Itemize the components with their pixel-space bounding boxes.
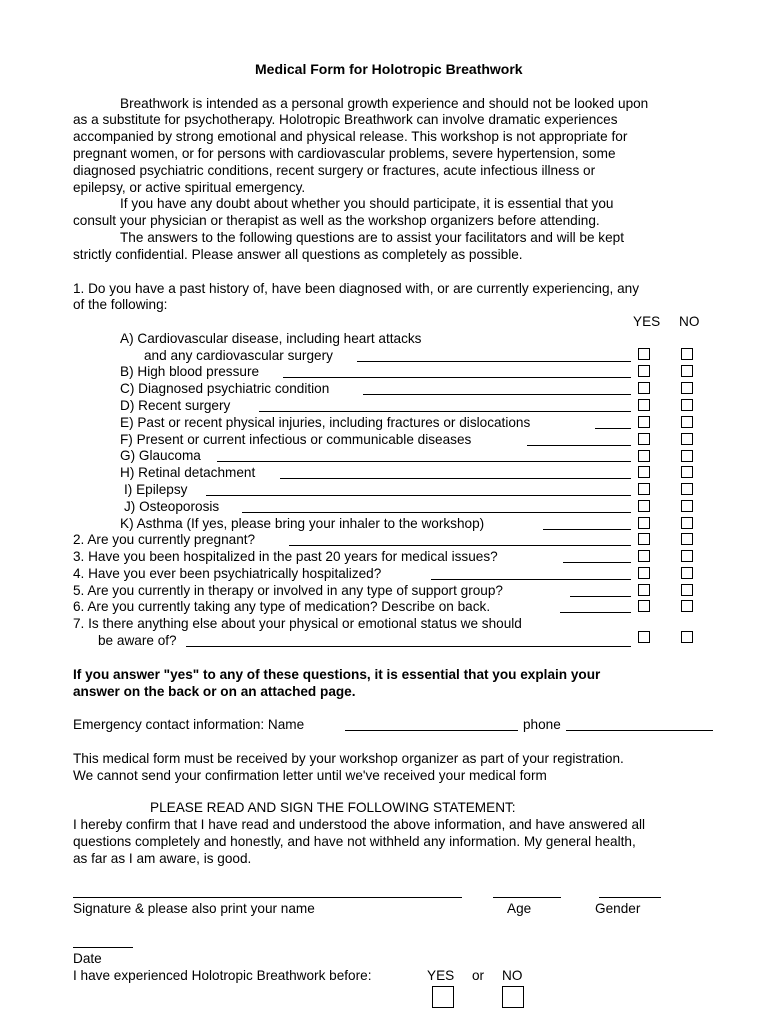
- item-d-label: D) Recent surgery: [120, 398, 231, 413]
- question-3-label: 3. Have you been hospitalized in the past 20 years for medical issues?: [73, 549, 498, 564]
- question-7-label: 7. Is there anything else about your physical or emotional status we should: [73, 616, 522, 631]
- question-2-no-checkbox[interactable]: [681, 533, 693, 545]
- statement-line-1: I hereby confirm that I have read and understood the above information, and have answered all: [73, 817, 646, 832]
- age-field[interactable]: [493, 897, 561, 898]
- question-5-label: 5. Are you currently in therapy or involved in any type of support group?: [73, 583, 503, 598]
- item-f-label: F) Present or current infectious or communicable diseases: [120, 432, 472, 447]
- experience-yes-checkbox[interactable]: [432, 986, 454, 1008]
- question-4-yes-checkbox[interactable]: [638, 567, 650, 579]
- intro-p2-line-2: consult your physician or therapist as well as the workshop organizers before attending.: [73, 213, 600, 228]
- yes-answer-notice-line-2: answer on the back or on an attached page.: [73, 684, 356, 699]
- question-7-no-checkbox[interactable]: [681, 631, 693, 643]
- date-field[interactable]: [73, 947, 133, 948]
- item-c-answer-line[interactable]: [363, 394, 631, 395]
- experience-or-label: or: [472, 968, 485, 983]
- item-j-label: J) Osteoporosis: [124, 499, 220, 514]
- item-k-yes-checkbox[interactable]: [638, 517, 650, 529]
- question-3-answer-line[interactable]: [563, 562, 631, 563]
- question-1-line-2: of the following:: [73, 297, 168, 312]
- item-j-no-checkbox[interactable]: [681, 500, 693, 512]
- intro-p1-line-2: as a substitute for psychotherapy. Holotropic Breathwork can involve dramatic experiences: [73, 112, 618, 127]
- item-c-label: C) Diagnosed psychiatric condition: [120, 381, 330, 396]
- gender-field[interactable]: [599, 897, 661, 898]
- question-7-answer-line[interactable]: [186, 646, 631, 647]
- yes-answer-notice-line-1: If you answer "yes" to any of these questions, it is essential that you explain your: [73, 667, 601, 682]
- item-e-no-checkbox[interactable]: [681, 416, 693, 428]
- item-d-no-checkbox[interactable]: [681, 399, 693, 411]
- item-c-no-checkbox[interactable]: [681, 382, 693, 394]
- experience-no-checkbox[interactable]: [502, 986, 524, 1008]
- submission-line-1: This medical form must be received by your workshop organizer as part of your registration.: [73, 751, 624, 766]
- question-2-label: 2. Are you currently pregnant?: [73, 532, 256, 547]
- question-6-label: 6. Are you currently taking any type of medication? Describe on back.: [73, 599, 491, 614]
- intro-p1-line-4: pregnant women, or for persons with cardiovascular problems, severe hypertension, some: [73, 146, 616, 161]
- item-a-cont-label: and any cardiovascular surgery: [144, 348, 333, 363]
- item-i-label: I) Epilepsy: [124, 482, 188, 497]
- item-f-answer-line[interactable]: [527, 445, 631, 446]
- item-a-yes-checkbox[interactable]: [638, 348, 650, 360]
- emergency-contact-label: Emergency contact information: Name: [73, 717, 305, 732]
- item-a-answer-line[interactable]: [357, 361, 631, 362]
- item-e-label: E) Past or recent physical injuries, including fractures or dislocations: [120, 415, 531, 430]
- age-label: Age: [507, 901, 532, 916]
- question-7-yes-checkbox[interactable]: [638, 631, 650, 643]
- item-e-answer-line[interactable]: [595, 428, 631, 429]
- item-k-label: K) Asthma (If yes, please bring your inhaler to the workshop): [120, 516, 485, 531]
- intro-p1-line-1: Breathwork is intended as a personal growth experience and should not be looked upon: [120, 96, 649, 111]
- question-4-no-checkbox[interactable]: [681, 567, 693, 579]
- item-b-label: B) High blood pressure: [120, 364, 260, 379]
- item-b-yes-checkbox[interactable]: [638, 365, 650, 377]
- date-label: Date: [73, 951, 102, 966]
- question-3-yes-checkbox[interactable]: [638, 550, 650, 562]
- intro-p1-line-6: epilepsy, or active spiritual emergency.: [73, 180, 306, 195]
- item-h-answer-line[interactable]: [280, 478, 631, 479]
- question-4-label: 4. Have you ever been psychiatrically hospitalized?: [73, 566, 382, 581]
- statement-line-3: as far as I am aware, is good.: [73, 851, 252, 866]
- item-b-no-checkbox[interactable]: [681, 365, 693, 377]
- question-6-answer-line[interactable]: [560, 612, 631, 613]
- experience-yes-label: YES: [427, 968, 455, 983]
- question-5-answer-line[interactable]: [570, 596, 631, 597]
- question-5-no-checkbox[interactable]: [681, 584, 693, 596]
- yes-column-header: YES: [633, 314, 661, 329]
- intro-p2-line-1: If you have any doubt about whether you should participate, it is essential that you: [120, 196, 614, 211]
- item-d-yes-checkbox[interactable]: [638, 399, 650, 411]
- item-i-answer-line[interactable]: [206, 495, 631, 496]
- question-4-answer-line[interactable]: [431, 579, 631, 580]
- item-j-yes-checkbox[interactable]: [638, 500, 650, 512]
- item-h-yes-checkbox[interactable]: [638, 466, 650, 478]
- item-h-no-checkbox[interactable]: [681, 466, 693, 478]
- item-k-no-checkbox[interactable]: [681, 517, 693, 529]
- question-2-yes-checkbox[interactable]: [638, 533, 650, 545]
- item-a-label: A) Cardiovascular disease, including heart attacks: [120, 331, 422, 346]
- no-column-header: NO: [679, 314, 700, 329]
- question-6-yes-checkbox[interactable]: [638, 600, 650, 612]
- question-6-no-checkbox[interactable]: [681, 600, 693, 612]
- question-7-cont-label: be aware of?: [98, 633, 177, 648]
- experience-question: I have experienced Holotropic Breathwork before:: [73, 968, 372, 983]
- gender-label: Gender: [595, 901, 641, 916]
- signature-label: Signature & please also print your name: [73, 901, 315, 916]
- item-g-label: G) Glaucoma: [120, 448, 201, 463]
- item-k-answer-line[interactable]: [543, 529, 631, 530]
- item-f-no-checkbox[interactable]: [681, 433, 693, 445]
- statement-heading: PLEASE READ AND SIGN THE FOLLOWING STATEMENT:: [150, 800, 516, 815]
- question-3-no-checkbox[interactable]: [681, 550, 693, 562]
- item-f-yes-checkbox[interactable]: [638, 433, 650, 445]
- question-1-line-1: 1. Do you have a past history of, have been diagnosed with, or are currently experiencing, any: [73, 281, 639, 296]
- item-i-no-checkbox[interactable]: [681, 483, 693, 495]
- item-g-answer-line[interactable]: [217, 461, 631, 462]
- question-2-answer-line[interactable]: [289, 545, 631, 546]
- item-g-no-checkbox[interactable]: [681, 450, 693, 462]
- question-5-yes-checkbox[interactable]: [638, 584, 650, 596]
- page-title: Medical Form for Holotropic Breathwork: [255, 61, 523, 77]
- item-i-yes-checkbox[interactable]: [638, 483, 650, 495]
- submission-line-2: We cannot send your confirmation letter until we've received your medical form: [73, 768, 547, 783]
- item-j-answer-line[interactable]: [242, 512, 631, 513]
- item-c-yes-checkbox[interactable]: [638, 382, 650, 394]
- intro-p3-line-1: The answers to the following questions are to assist your facilitators and will be kept: [120, 230, 624, 245]
- item-g-yes-checkbox[interactable]: [638, 450, 650, 462]
- intro-p3-line-2: strictly confidential. Please answer all questions as completely as possible.: [73, 247, 523, 262]
- emergency-phone-label: phone: [523, 717, 561, 732]
- item-h-label: H) Retinal detachment: [120, 465, 256, 480]
- intro-p1-line-3: accompanied by strong emotional and physical release. This workshop is not appropriate for: [73, 129, 628, 144]
- experience-no-label: NO: [502, 968, 523, 983]
- item-d-answer-line[interactable]: [259, 411, 631, 412]
- intro-p1-line-5: diagnosed psychiatric conditions, recent surgery or fractures, acute infectious illness or: [73, 163, 596, 178]
- item-a-no-checkbox[interactable]: [681, 348, 693, 360]
- item-b-answer-line[interactable]: [283, 377, 631, 378]
- emergency-phone-field[interactable]: [566, 730, 713, 731]
- emergency-name-field[interactable]: [345, 730, 518, 731]
- signature-field[interactable]: [73, 897, 462, 898]
- item-e-yes-checkbox[interactable]: [638, 416, 650, 428]
- statement-line-2: questions completely and honestly, and have not withheld any information. My general health,: [73, 834, 636, 849]
